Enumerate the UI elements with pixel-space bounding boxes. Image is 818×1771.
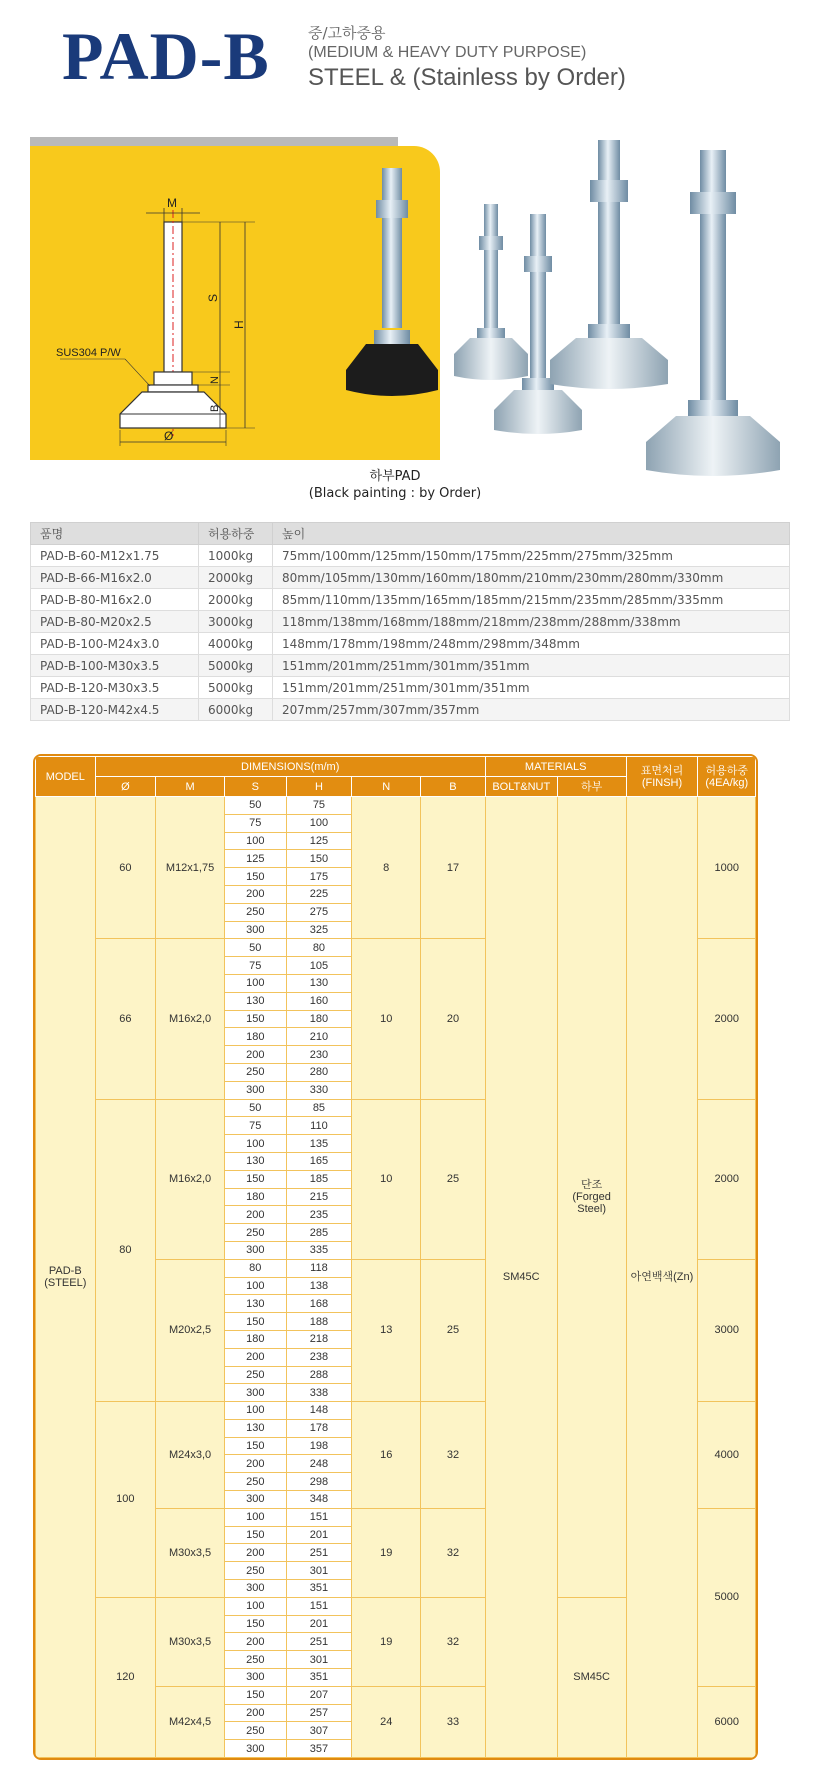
- s-cell: 100: [224, 1597, 286, 1615]
- n-cell: 16: [352, 1402, 421, 1509]
- load-cell: 6000: [698, 1686, 756, 1757]
- header-finish: 표면처리 (FINSH): [626, 757, 698, 797]
- load-cell: 2000: [698, 939, 756, 1099]
- load-cell: 3000: [698, 1259, 756, 1401]
- load-cell: 4000: [698, 1402, 756, 1509]
- spec-cell-name: PAD-B-120-M42x4.5: [31, 699, 199, 721]
- spec-table: [30, 522, 790, 721]
- label-diameter: Ø: [164, 429, 174, 443]
- header: [0, 0, 818, 120]
- pad-caption-title: 하부PAD: [369, 469, 421, 484]
- thread-cell: M16x2,0: [156, 939, 225, 1099]
- washer-outline: [148, 385, 198, 392]
- h-cell: 125: [286, 832, 352, 850]
- n-cell: 10: [352, 1099, 421, 1259]
- s-cell: 130: [224, 992, 286, 1010]
- spec-cell-name: PAD-B-100-M24x3.0: [31, 633, 199, 655]
- thread-cell: M20x2,5: [156, 1259, 225, 1401]
- header-materials: MATERIALS: [485, 757, 626, 777]
- header-h: H: [286, 777, 352, 797]
- h-cell: 225: [286, 885, 352, 903]
- s-cell: 50: [224, 939, 286, 957]
- h-cell: 151: [286, 1597, 352, 1615]
- spec-cell-name: PAD-B-60-M12x1.75: [31, 545, 199, 567]
- spec-cell-name: PAD-B-80-M16x2.0: [31, 589, 199, 611]
- spec-cell-heights: 151mm/201mm/251mm/301mm/351mm: [273, 677, 790, 699]
- label-h: H: [232, 320, 246, 329]
- h-cell: 207: [286, 1686, 352, 1704]
- label-s: S: [206, 293, 220, 302]
- s-cell: 250: [224, 903, 286, 921]
- h-cell: 118: [286, 1259, 352, 1277]
- s-cell: 125: [224, 850, 286, 868]
- diameter-cell: 120: [95, 1597, 156, 1757]
- s-cell: 150: [224, 1526, 286, 1544]
- h-cell: 330: [286, 1081, 352, 1099]
- s-cell: 150: [224, 1170, 286, 1188]
- h-cell: 100: [286, 814, 352, 832]
- diameter-cell: 60: [95, 797, 156, 939]
- s-cell: 300: [224, 1241, 286, 1259]
- spec-cell-heights: 148mm/178mm/198mm/248mm/298mm/348mm: [273, 633, 790, 655]
- h-cell: 80: [286, 939, 352, 957]
- pad-caption: [300, 468, 490, 502]
- spec-row: [31, 589, 790, 611]
- spec-cell-name: PAD-B-100-M30x3.5: [31, 655, 199, 677]
- s-cell: 100: [224, 832, 286, 850]
- s-cell: 200: [224, 1704, 286, 1722]
- header-load: 허용하중 (4EA/kg): [698, 757, 756, 797]
- s-cell: 75: [224, 1117, 286, 1135]
- thread-cell: M30x3,5: [156, 1508, 225, 1597]
- table-row: [36, 797, 756, 815]
- large-leveler-2: [646, 150, 780, 476]
- korean-subtitle: 중/고하중용: [308, 24, 386, 42]
- diameter-cell: 66: [95, 939, 156, 1099]
- h-cell: 257: [286, 1704, 352, 1722]
- load-cell: 1000: [698, 797, 756, 939]
- s-cell: 200: [224, 885, 286, 903]
- thread-cell: M16x2,0: [156, 1099, 225, 1259]
- s-cell: 100: [224, 974, 286, 992]
- h-cell: 188: [286, 1313, 352, 1331]
- s-cell: 80: [224, 1259, 286, 1277]
- header-m: M: [156, 777, 225, 797]
- header-model: MODEL: [36, 757, 96, 797]
- spec-cell-load: 2000kg: [199, 567, 273, 589]
- h-cell: 307: [286, 1722, 352, 1740]
- b-cell: 25: [421, 1259, 486, 1401]
- s-cell: 200: [224, 1633, 286, 1651]
- s-cell: 150: [224, 868, 286, 886]
- h-cell: 335: [286, 1241, 352, 1259]
- spec-cell-load: 6000kg: [199, 699, 273, 721]
- label-sus304: SUS304 P/W: [56, 347, 121, 359]
- dimension-table-frame: [33, 754, 758, 1760]
- s-cell: 200: [224, 1206, 286, 1224]
- s-cell: 150: [224, 1437, 286, 1455]
- s-cell: 130: [224, 1419, 286, 1437]
- s-cell: 250: [224, 1473, 286, 1491]
- h-cell: 160: [286, 992, 352, 1010]
- h-cell: 251: [286, 1633, 352, 1651]
- h-cell: 288: [286, 1366, 352, 1384]
- h-cell: 298: [286, 1473, 352, 1491]
- small-leveler-2: [494, 214, 582, 434]
- s-cell: 75: [224, 814, 286, 832]
- h-cell: 168: [286, 1295, 352, 1313]
- label-b: B: [209, 404, 221, 412]
- s-cell: 150: [224, 1010, 286, 1028]
- thread-cell: M12x1,75: [156, 797, 225, 939]
- h-cell: 215: [286, 1188, 352, 1206]
- thread-cell: M24x3,0: [156, 1402, 225, 1509]
- model-title: PAD-B: [62, 18, 270, 94]
- label-m: M: [167, 196, 177, 210]
- s-cell: 50: [224, 797, 286, 815]
- b-cell: 32: [421, 1508, 486, 1597]
- s-cell: 300: [224, 1740, 286, 1758]
- finish-cell: 아연백색(Zn): [626, 797, 698, 1758]
- header-bolt-nut: BOLT&NUT: [485, 777, 557, 797]
- b-cell: 32: [421, 1597, 486, 1686]
- s-cell: 180: [224, 1028, 286, 1046]
- header-n: N: [352, 777, 421, 797]
- n-cell: 19: [352, 1508, 421, 1597]
- h-cell: 210: [286, 1028, 352, 1046]
- spec-header-height: 높이: [273, 523, 790, 545]
- load-cell: 5000: [698, 1508, 756, 1686]
- pad-caption-note: (Black painting : by Order): [308, 486, 482, 501]
- h-cell: 230: [286, 1046, 352, 1064]
- spec-row: [31, 655, 790, 677]
- s-cell: 250: [224, 1224, 286, 1242]
- h-cell: 351: [286, 1580, 352, 1598]
- header-b: B: [421, 777, 486, 797]
- s-cell: 200: [224, 1348, 286, 1366]
- product-photos: [330, 140, 790, 510]
- s-cell: 250: [224, 1562, 286, 1580]
- s-cell: 200: [224, 1455, 286, 1473]
- spec-cell-load: 3000kg: [199, 611, 273, 633]
- black-pad-leveler: [346, 168, 438, 396]
- h-cell: 178: [286, 1419, 352, 1437]
- dimension-diagram: [30, 146, 330, 456]
- spec-row: [31, 611, 790, 633]
- model-cell: PAD-B (STEEL): [36, 797, 96, 1758]
- h-cell: 151: [286, 1508, 352, 1526]
- h-cell: 198: [286, 1437, 352, 1455]
- h-cell: 235: [286, 1206, 352, 1224]
- spec-row: [31, 677, 790, 699]
- spec-row: [31, 567, 790, 589]
- s-cell: 100: [224, 1135, 286, 1153]
- h-cell: 301: [286, 1562, 352, 1580]
- s-cell: 250: [224, 1651, 286, 1669]
- thread-cell: M42x4,5: [156, 1686, 225, 1757]
- spec-cell-heights: 80mm/105mm/130mm/160mm/180mm/210mm/230mm/280mm/330mm: [273, 567, 790, 589]
- n-cell: 8: [352, 797, 421, 939]
- h-cell: 218: [286, 1330, 352, 1348]
- s-cell: 200: [224, 1046, 286, 1064]
- spec-cell-load: 1000kg: [199, 545, 273, 567]
- h-cell: 148: [286, 1402, 352, 1420]
- n-cell: 24: [352, 1686, 421, 1757]
- spec-header-name: 품명: [31, 523, 199, 545]
- h-cell: 130: [286, 974, 352, 992]
- base-material-sm45c-cell: SM45C: [557, 1597, 626, 1757]
- spec-cell-load: 2000kg: [199, 589, 273, 611]
- s-cell: 250: [224, 1722, 286, 1740]
- h-cell: 338: [286, 1384, 352, 1402]
- b-cell: 17: [421, 797, 486, 939]
- h-cell: 185: [286, 1170, 352, 1188]
- header-dimensions: DIMENSIONS(m/m): [95, 757, 485, 777]
- s-cell: 300: [224, 1580, 286, 1598]
- nut-outline: [154, 372, 192, 385]
- h-cell: 357: [286, 1740, 352, 1758]
- b-cell: 20: [421, 939, 486, 1099]
- h-cell: 301: [286, 1651, 352, 1669]
- spec-row: [31, 545, 790, 567]
- spec-cell-heights: 118mm/138mm/168mm/188mm/218mm/238mm/288mm/338mm: [273, 611, 790, 633]
- s-cell: 75: [224, 957, 286, 975]
- h-cell: 251: [286, 1544, 352, 1562]
- s-cell: 100: [224, 1402, 286, 1420]
- bolt-material-cell: SM45C: [485, 797, 557, 1758]
- h-cell: 85: [286, 1099, 352, 1117]
- h-cell: 285: [286, 1224, 352, 1242]
- spec-cell-name: PAD-B-80-M20x2.5: [31, 611, 199, 633]
- n-cell: 10: [352, 939, 421, 1099]
- n-cell: 13: [352, 1259, 421, 1401]
- large-leveler-1: [550, 140, 668, 389]
- spec-cell-heights: 85mm/110mm/135mm/165mm/185mm/215mm/235mm/285mm/335mm: [273, 589, 790, 611]
- h-cell: 238: [286, 1348, 352, 1366]
- b-cell: 33: [421, 1686, 486, 1757]
- s-cell: 150: [224, 1686, 286, 1704]
- base-material-forged-cell: 단조 (Forged Steel): [557, 797, 626, 1598]
- h-cell: 75: [286, 797, 352, 815]
- spec-cell-heights: 207mm/257mm/307mm/357mm: [273, 699, 790, 721]
- h-cell: 275: [286, 903, 352, 921]
- spec-cell-heights: 151mm/201mm/251mm/301mm/351mm: [273, 655, 790, 677]
- s-cell: 150: [224, 1313, 286, 1331]
- small-leveler-1: [454, 204, 528, 380]
- s-cell: 150: [224, 1615, 286, 1633]
- s-cell: 100: [224, 1277, 286, 1295]
- s-cell: 300: [224, 1384, 286, 1402]
- spec-cell-load: 5000kg: [199, 677, 273, 699]
- s-cell: 300: [224, 1669, 286, 1687]
- h-cell: 180: [286, 1010, 352, 1028]
- h-cell: 165: [286, 1152, 352, 1170]
- s-cell: 130: [224, 1295, 286, 1313]
- h-cell: 325: [286, 921, 352, 939]
- header-diameter: Ø: [95, 777, 156, 797]
- b-cell: 32: [421, 1402, 486, 1509]
- s-cell: 180: [224, 1188, 286, 1206]
- s-cell: 250: [224, 1366, 286, 1384]
- h-cell: 110: [286, 1117, 352, 1135]
- h-cell: 138: [286, 1277, 352, 1295]
- spec-row: [31, 699, 790, 721]
- s-cell: 180: [224, 1330, 286, 1348]
- load-cell: 2000: [698, 1099, 756, 1259]
- h-cell: 105: [286, 957, 352, 975]
- label-n: N: [209, 376, 221, 384]
- spec-cell-name: PAD-B-66-M16x2.0: [31, 567, 199, 589]
- h-cell: 280: [286, 1063, 352, 1081]
- s-cell: 300: [224, 921, 286, 939]
- s-cell: 250: [224, 1063, 286, 1081]
- h-cell: 135: [286, 1135, 352, 1153]
- spec-cell-name: PAD-B-120-M30x3.5: [31, 677, 199, 699]
- duty-subtitle: (MEDIUM & HEAVY DUTY PURPOSE): [308, 44, 587, 61]
- diameter-cell: 100: [95, 1402, 156, 1598]
- n-cell: 19: [352, 1597, 421, 1686]
- s-cell: 130: [224, 1152, 286, 1170]
- s-cell: 300: [224, 1491, 286, 1509]
- h-cell: 248: [286, 1455, 352, 1473]
- s-cell: 50: [224, 1099, 286, 1117]
- s-cell: 300: [224, 1081, 286, 1099]
- s-cell: 200: [224, 1544, 286, 1562]
- header-base: 하부: [557, 777, 626, 797]
- spec-cell-load: 4000kg: [199, 633, 273, 655]
- thread-cell: M30x3,5: [156, 1597, 225, 1686]
- h-cell: 175: [286, 868, 352, 886]
- diameter-cell: 80: [95, 1099, 156, 1402]
- h-cell: 201: [286, 1526, 352, 1544]
- spec-cell-load: 5000kg: [199, 655, 273, 677]
- spec-header-load: 허용하중: [199, 523, 273, 545]
- b-cell: 25: [421, 1099, 486, 1259]
- h-cell: 150: [286, 850, 352, 868]
- s-cell: 100: [224, 1508, 286, 1526]
- h-cell: 351: [286, 1669, 352, 1687]
- dimension-table: [35, 756, 756, 1758]
- material-subtitle: STEEL & (Stainless by Order): [308, 64, 626, 91]
- h-cell: 348: [286, 1491, 352, 1509]
- spec-cell-heights: 75mm/100mm/125mm/150mm/175mm/225mm/275mm/325mm: [273, 545, 790, 567]
- spec-row: [31, 633, 790, 655]
- header-s: S: [224, 777, 286, 797]
- h-cell: 201: [286, 1615, 352, 1633]
